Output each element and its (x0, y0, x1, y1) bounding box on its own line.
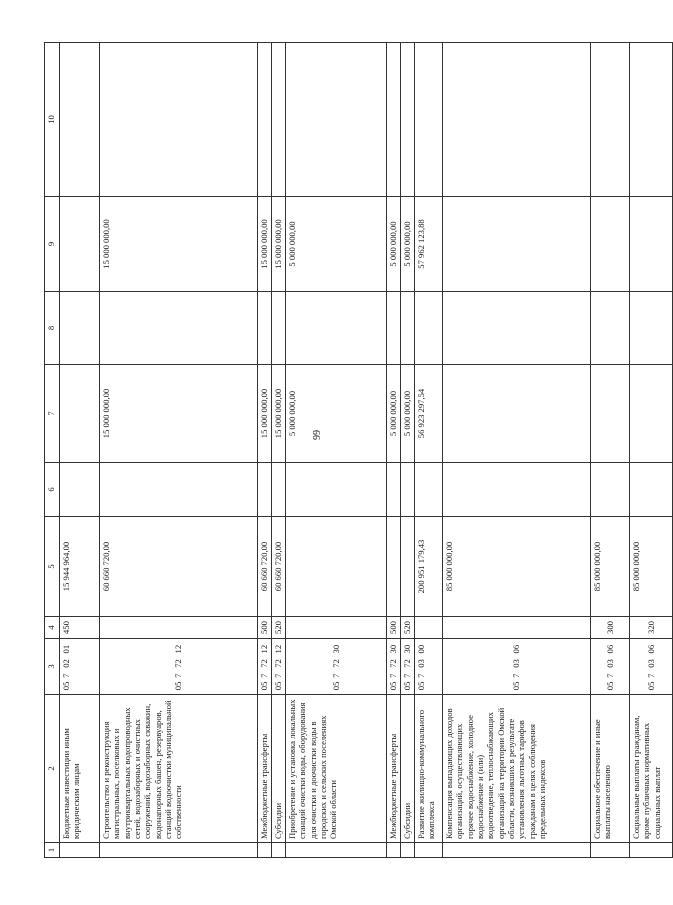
column-header: 2 (45, 695, 60, 843)
row-col5: 85 000 000,00 (443, 517, 591, 617)
row-col9 (443, 197, 591, 292)
row-name: Приобретение и установка локальных станций очистки воды, оборудования для очистки и доочистки воды в городских и сельских поселениях Омской области (286, 695, 387, 843)
row-name: Субсидии (272, 695, 286, 843)
row-col7 (591, 365, 630, 463)
row-name: Строительство и реконструкция магистральных, поселковых и внутриквартальных водопроводных сетей, водозаборных и очистных сооружений, водозаборных скважин, водонапорных башен, резервуаров, станций водоочистки муниципальной собственности (100, 695, 258, 843)
row-col5: 60 660 720,00 (258, 517, 272, 617)
table-row (60, 43, 100, 858)
row-col5: 60 660 720,00 (272, 517, 286, 617)
table-row (630, 43, 673, 858)
row-codes: 05 7 72 30 (401, 639, 415, 695)
table-row (443, 43, 591, 858)
row-col5 (387, 517, 401, 617)
rotated-table-wrapper (44, 43, 662, 858)
row-col7: 15 000 000,00 (272, 365, 286, 463)
row-name: Развитие жилищно-коммунального комплекса (415, 695, 443, 843)
column-header: 6 (45, 463, 60, 517)
row-name: Субсидии (401, 695, 415, 843)
row-kvr: 500 (258, 617, 272, 639)
row-codes: 05 7 72 12 (100, 639, 258, 695)
row-col5: 85 000 000,00 (630, 517, 673, 617)
row-col5: 15 944 964,00 (60, 517, 100, 617)
row-kvr: 520 (272, 617, 286, 639)
row-codes: 05 7 72 30 (286, 639, 387, 695)
table-row (272, 43, 286, 858)
row-codes: 05 7 03 00 (415, 639, 443, 695)
row-col7: 5 000 000,00 (286, 365, 387, 463)
row-col5: 60 660 720,00 (100, 517, 258, 617)
table-row (591, 43, 630, 858)
column-number-row (45, 43, 60, 858)
row-name: Социальное обеспечение и иные выплаты населению (591, 695, 630, 843)
table-row (100, 43, 258, 858)
row-name: Межбюджетные трансферты (387, 695, 401, 843)
row-col7: 15 000 000,00 (100, 365, 258, 463)
row-col9 (630, 197, 673, 292)
row-col9: 15 000 000,00 (100, 197, 258, 292)
row-col9: 15 000 000,00 (272, 197, 286, 292)
row-col7: 56 923 297,54 (415, 365, 443, 463)
row-col7 (443, 365, 591, 463)
row-col9: 5 000 000,00 (286, 197, 387, 292)
row-kvr: 500 (387, 617, 401, 639)
table-row (415, 43, 443, 858)
column-header: 8 (45, 292, 60, 365)
row-col7: 5 000 000,00 (387, 365, 401, 463)
table-row (401, 43, 415, 858)
row-col9: 57 962 123,88 (415, 197, 443, 292)
column-header: 9 (45, 197, 60, 292)
page-number: 99 (312, 430, 323, 440)
row-col7 (60, 365, 100, 463)
column-header: 3 (45, 639, 60, 695)
row-codes: 05 7 72 12 (258, 639, 272, 695)
row-kvr: 450 (60, 617, 100, 639)
row-codes: 05 7 72 30 (387, 639, 401, 695)
row-kvr (415, 617, 443, 639)
row-col9: 5 000 000,00 (387, 197, 401, 292)
column-header: 1 (45, 843, 60, 858)
row-col9 (591, 197, 630, 292)
column-header: 7 (45, 365, 60, 463)
table-row (258, 43, 272, 858)
row-kvr (100, 617, 258, 639)
table-row (286, 43, 387, 858)
row-kvr: 320 (630, 617, 673, 639)
budget-table (44, 42, 673, 858)
row-col5 (286, 517, 387, 617)
row-name: Компенсация выпадающих доходов организаций, осуществляющих горячее водоснабжение, холодное водоснабжение и (или) водоотведение, теплоснабжающих организаций на территории Омской области, возникших в результате установления льготных тарифов гражданам в целях соблюдения предельных индексов (443, 695, 591, 843)
row-name: Социальные выплаты гражданам, кроме публичных нормативных социальных выплат (630, 695, 673, 843)
row-kvr: 300 (591, 617, 630, 639)
row-col5: 85 000 000,00 (591, 517, 630, 617)
row-kvr (286, 617, 387, 639)
row-col9: 5 000 000,00 (401, 197, 415, 292)
row-col5: 200 951 179,43 (415, 517, 443, 617)
column-header: 10 (45, 43, 60, 197)
column-header: 4 (45, 617, 60, 639)
row-col7: 15 000 000,00 (258, 365, 272, 463)
row-codes: 05 7 02 01 (60, 639, 100, 695)
column-header: 5 (45, 517, 60, 617)
row-name: Межбюджетные трансферты (258, 695, 272, 843)
row-col7: 5 000 000,00 (401, 365, 415, 463)
row-col9 (60, 197, 100, 292)
table-row (387, 43, 401, 858)
row-codes: 05 7 03 06 (591, 639, 630, 695)
row-col7 (630, 365, 673, 463)
row-name: Бюджетные инвестиции иным юридическим лицам (60, 695, 100, 843)
row-col5 (401, 517, 415, 617)
row-kvr (443, 617, 591, 639)
row-codes: 05 7 03 06 (630, 639, 673, 695)
row-codes: 05 7 03 06 (443, 639, 591, 695)
row-codes: 05 7 72 12 (272, 639, 286, 695)
row-kvr: 520 (401, 617, 415, 639)
row-col9: 15 000 000,00 (258, 197, 272, 292)
